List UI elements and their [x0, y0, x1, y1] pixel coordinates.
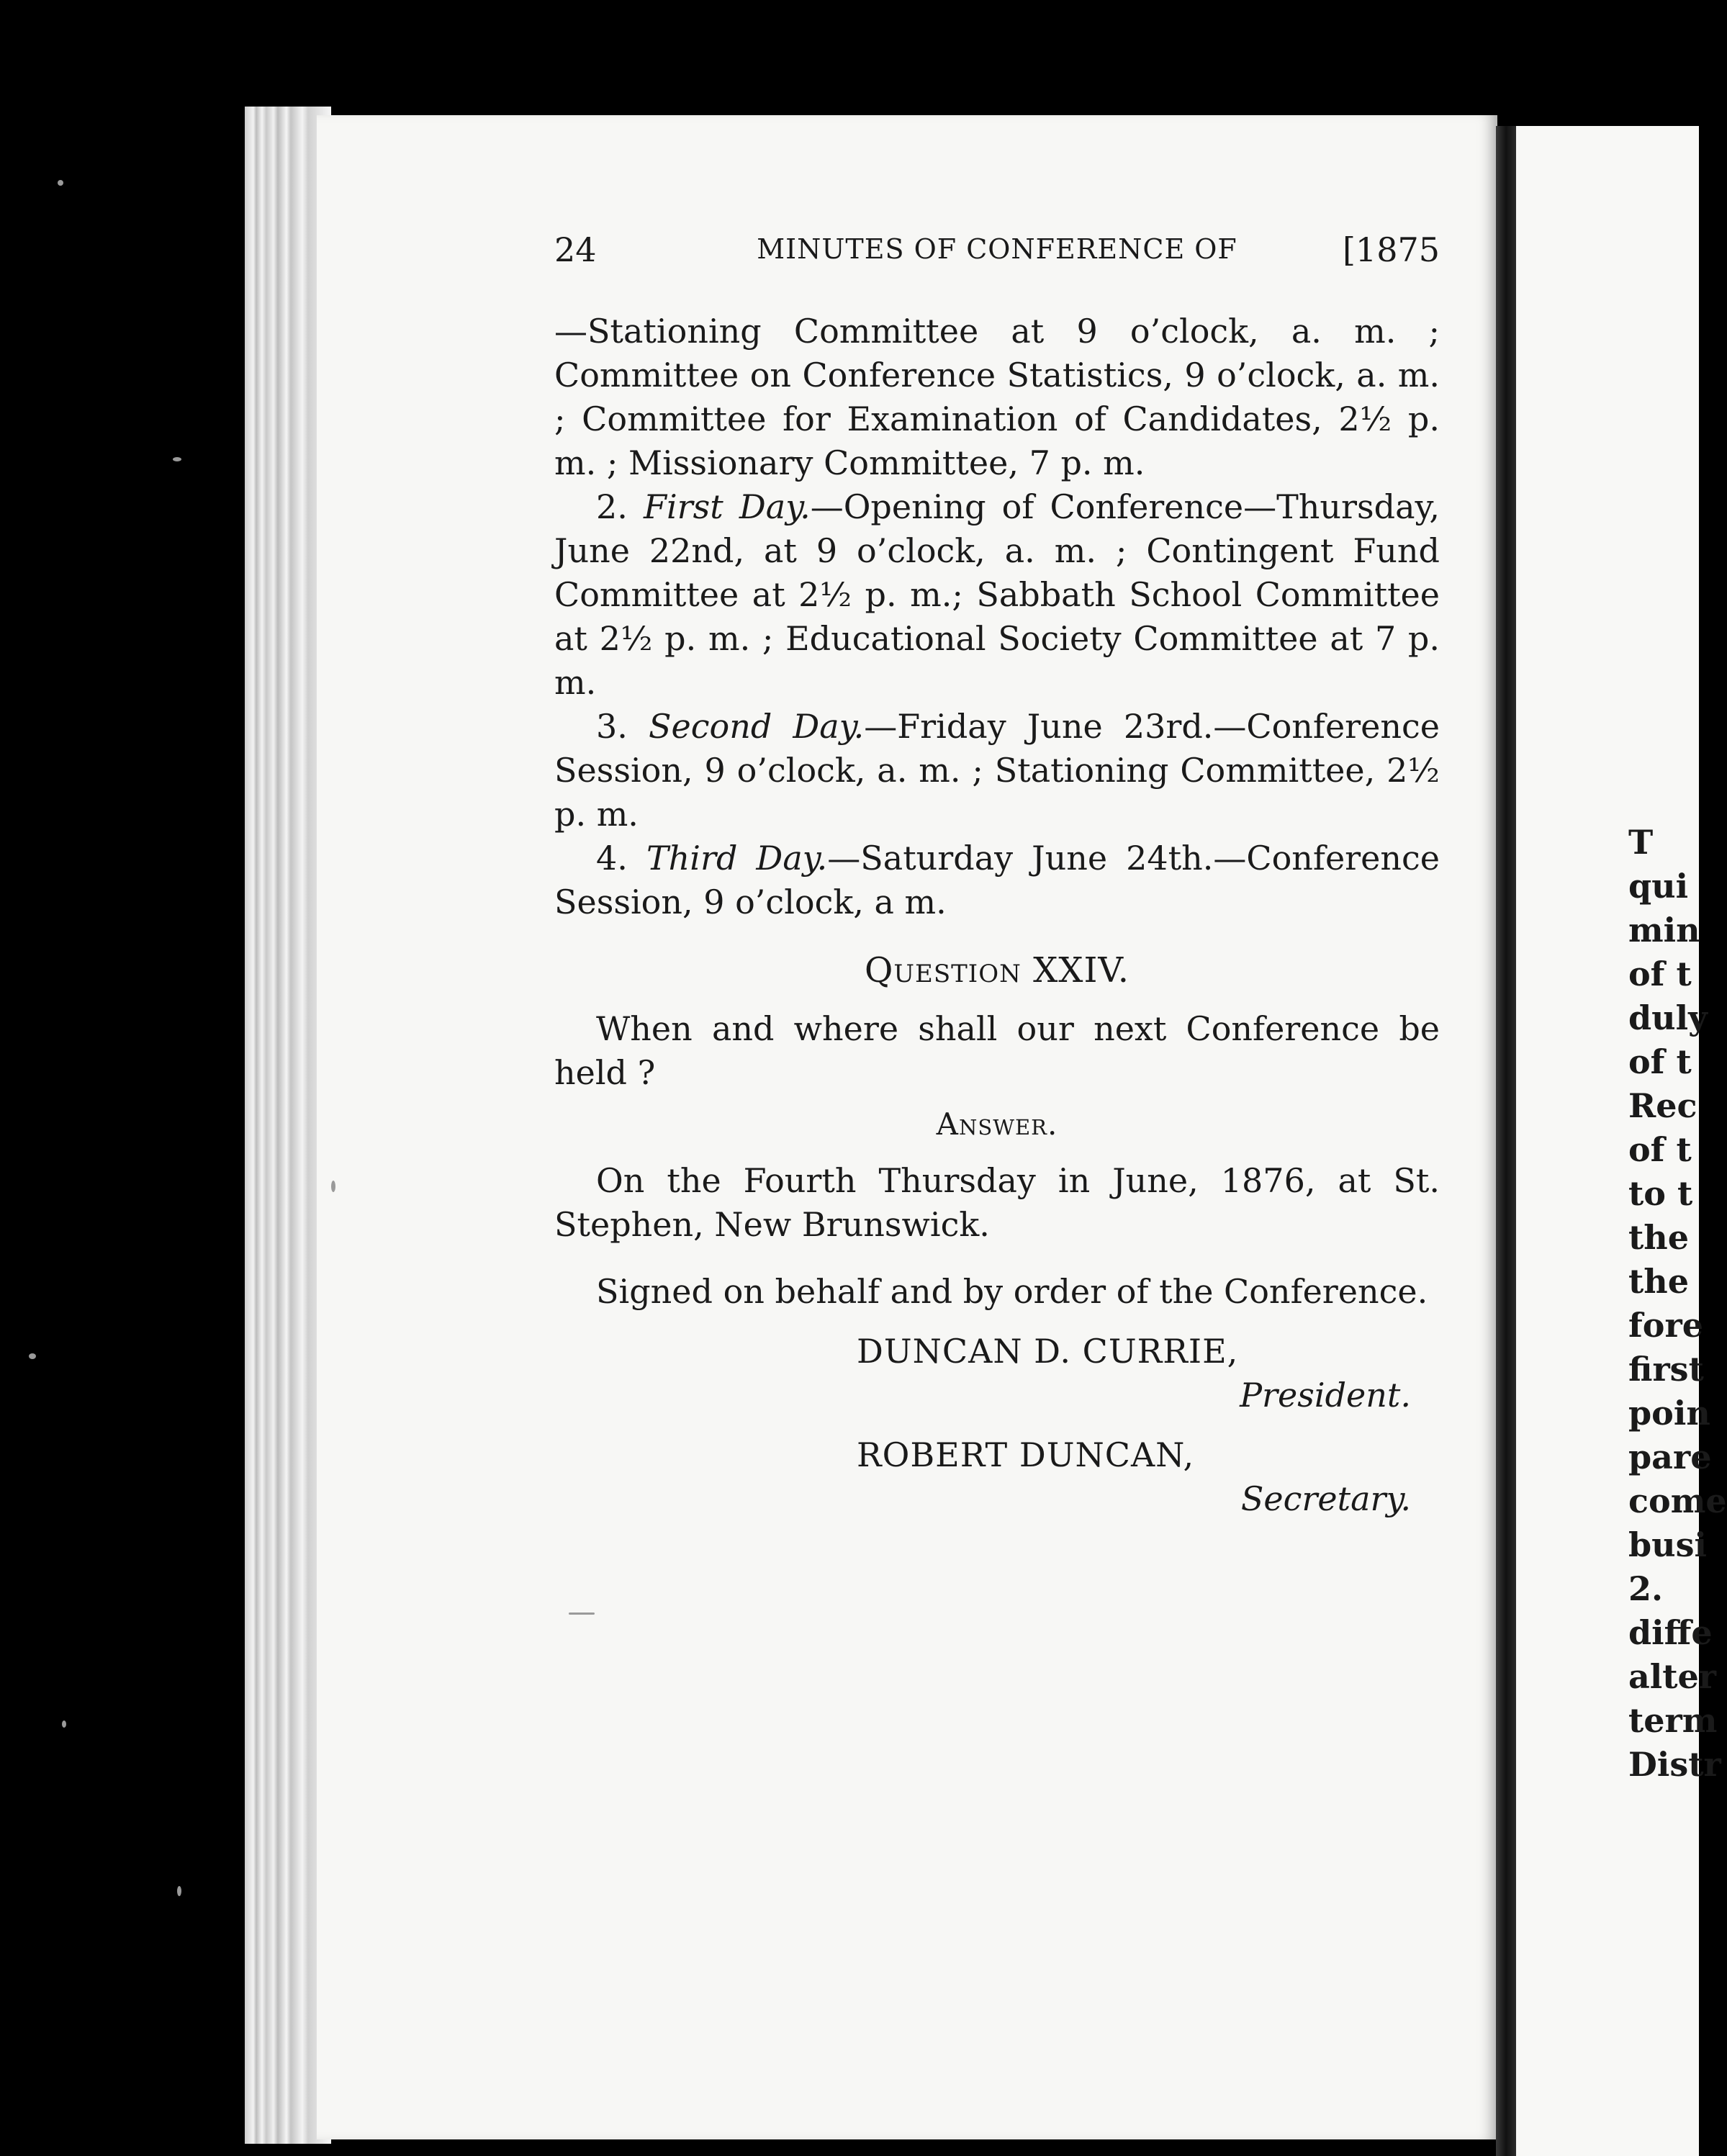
- facing-line: pare: [1628, 1438, 1712, 1476]
- facing-line: 2.: [1628, 1569, 1664, 1608]
- book-gutter: [1496, 126, 1516, 2156]
- item-number: 3.: [596, 707, 628, 746]
- item-text: —Friday June 23rd.—Conference Session, 9 o’clock, a. m. ; Stationing Committee, 2½ p. m.: [554, 707, 1440, 834]
- answer-heading: Answer.: [936, 1106, 1058, 1142]
- item-number: 4.: [596, 839, 628, 878]
- facing-line: diffe: [1628, 1613, 1713, 1652]
- answer-text: On the Fourth Thursday in June, 1876, at St. Stephen, New Brunswick.: [554, 1161, 1440, 1244]
- scan-speck: [29, 1353, 36, 1359]
- facing-line: the: [1628, 1218, 1689, 1257]
- secretary-role: Secretary.: [1240, 1479, 1411, 1518]
- president-role: President.: [1240, 1376, 1411, 1415]
- facing-line: busi: [1628, 1525, 1707, 1564]
- question-heading: Question XXIV.: [865, 950, 1129, 991]
- day-label: Second Day.: [649, 707, 865, 746]
- president-name: DUNCAN D. CURRIE,: [857, 1332, 1239, 1371]
- signature-line: Signed on behalf and by order of the Conference.: [596, 1272, 1428, 1311]
- facing-line: Rec: [1628, 1086, 1697, 1125]
- scan-speck: [58, 180, 63, 186]
- spacer: [554, 1247, 1440, 1270]
- facing-line: of t: [1628, 1042, 1692, 1081]
- facing-line: of t: [1628, 955, 1692, 993]
- item-text: —Saturday June 24th.—Conference Session, 9 o’clock, a m.: [554, 839, 1440, 921]
- facing-line: to t: [1628, 1174, 1693, 1213]
- running-title: MINUTES OF CONFERENCE OF: [757, 233, 1237, 265]
- facing-page-text: [1628, 821, 1727, 1787]
- running-year: [1875: [1342, 230, 1440, 269]
- scan-speck: [173, 457, 181, 461]
- facing-line: T: [1628, 823, 1654, 862]
- item-text: —Opening of Conference—Thursday, June 22nd, at 9 o’clock, a. m. ; Contingent Fund Committee at 2½ p. m.; Sabbath School Committee at 2½ p. m. ; Educational Society Committee at 7 p. m.: [554, 487, 1440, 702]
- facing-line: the: [1628, 1262, 1689, 1301]
- page-number: 24: [554, 230, 597, 269]
- facing-line: term: [1628, 1701, 1718, 1740]
- paragraph-stationing: —Stationing Committee at 9 o’clock, a. m. ; Committee on Conference Statistics, 9 o’clock, a. m. ; Committee for Examination of Candidates, 2½ p. m. ; Missionary Committee, 7 p. m.: [554, 312, 1440, 482]
- facing-line: fore: [1628, 1306, 1703, 1345]
- facing-line: min: [1628, 911, 1700, 950]
- day-label: Third Day.: [646, 839, 828, 878]
- facing-line: of t: [1628, 1130, 1692, 1169]
- paragraph-third-day: [554, 836, 1440, 924]
- scan-speck: [331, 1181, 335, 1192]
- scan-speck: [62, 1720, 66, 1728]
- secretary-name: ROBERT DUNCAN,: [857, 1435, 1195, 1474]
- facing-line: poin: [1628, 1394, 1710, 1433]
- facing-line: duly: [1628, 998, 1708, 1037]
- paragraph-second-day: [554, 705, 1440, 836]
- facing-line: alter: [1628, 1657, 1717, 1696]
- page-body: [554, 310, 1440, 1521]
- scan-speck: [569, 1613, 595, 1615]
- running-head: [554, 230, 1440, 274]
- day-label: First Day.: [644, 487, 811, 526]
- item-number: 2.: [596, 487, 628, 526]
- scan-speck: [177, 1886, 181, 1896]
- facing-line: first: [1628, 1350, 1704, 1389]
- facing-line: qui: [1628, 867, 1689, 906]
- facing-line: Distr: [1628, 1745, 1721, 1784]
- question-text: When and where shall our next Conference be held ?: [554, 1009, 1440, 1092]
- facing-line: come: [1628, 1481, 1727, 1520]
- paragraph-first-day: [554, 485, 1440, 705]
